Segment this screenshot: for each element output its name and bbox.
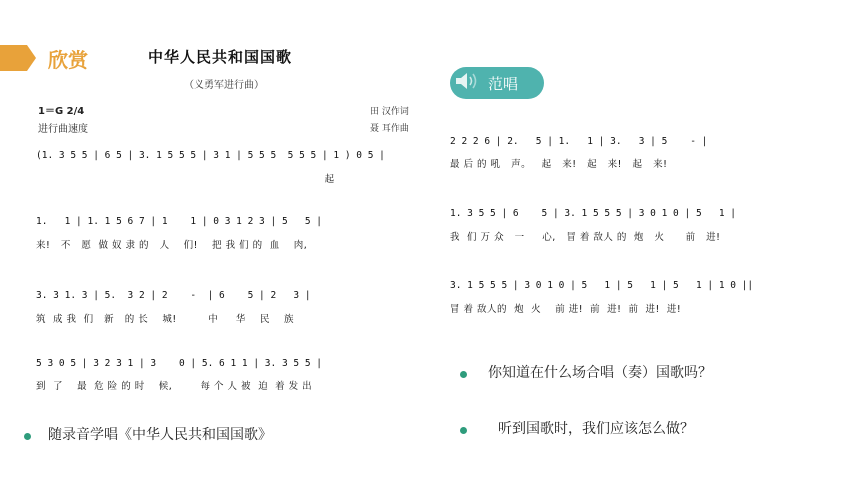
score-line: 3. 1 5 5 5 | 3 0 1 0 | 5 1 | 5 1 | 5 1 | 1 0 ||: [450, 280, 754, 291]
lyric-line: 我 们 万 众 一 心, 冒 着 敌人 的 炮 火 前 进!: [450, 232, 721, 243]
lyric-line: 到 了 最 危 险 的 时 候, 每 个 人 被 迫 着 发 出: [36, 381, 313, 392]
key-signature: 1＝G 2/4: [38, 106, 85, 117]
speaker-icon: [454, 70, 482, 96]
bullet-dot: [24, 433, 31, 440]
lyric-line: 来! 不 愿 做 奴 隶 的 人 们! 把 我 们 的 血 肉,: [36, 240, 308, 251]
score-line: (1. 3 5 5 | 6 5 | 3. 1 5 5 5 | 3 1 | 5 5 5 5 5 5 | 1 ) 0 5 |: [36, 150, 385, 161]
score-line: 5 3 0 5 | 3 2 3 1 | 3 0 | 5. 6 1 1 | 3. 3 5 5 |: [36, 358, 322, 369]
question-behavior: 听到国歌时，我们应该怎么做？: [498, 421, 694, 437]
tempo-marking: 进行曲速度: [38, 124, 88, 135]
lyric-line: 起: [36, 174, 335, 185]
bullet-dot: [460, 427, 467, 434]
score-line: 1. 1 | 1. 1 5 6 7 | 1 1 | 0 3 1 2 3 | 5 5 |: [36, 216, 322, 227]
score-line: 3. 3 1. 3 | 5. 3 2 | 2 - | 6 5 | 2 3 |: [36, 290, 311, 301]
song-title: 中华人民共和国国歌: [148, 48, 293, 66]
bullet-dot: [460, 371, 467, 378]
lyricist-credit: 田 汉作词: [370, 107, 409, 117]
section-tag-arrow: [0, 45, 36, 71]
section-label: 欣赏: [48, 48, 88, 72]
learn-instruction: 随录音学唱《中华人民共和国国歌》: [48, 427, 272, 443]
song-subtitle: （义勇军进行曲）: [184, 80, 264, 91]
demo-play-button[interactable]: [450, 67, 544, 99]
lyric-line: 冒 着 敌人的 炮 火 前 进! 前 进! 前 进! 进!: [450, 304, 682, 315]
lyric-line: 筑 成 我 们 新 的 长 城! 中 华 民 族: [36, 314, 295, 325]
score-line: 2 2 2 6 | 2. 5 | 1. 1 | 3. 3 | 5 - |: [450, 136, 708, 147]
question-occasion: 你知道在什么场合唱（奏）国歌吗？: [488, 365, 712, 381]
demo-play-label: 范唱: [488, 74, 519, 93]
composer-credit: 聂 耳作曲: [370, 124, 409, 134]
score-line: 1. 3 5 5 | 6 5 | 3. 1 5 5 5 | 3 0 1 0 | 5 1 |: [450, 208, 736, 219]
lyric-line: 最 后 的 吼 声。 起 来! 起 来! 起 来!: [450, 159, 668, 170]
